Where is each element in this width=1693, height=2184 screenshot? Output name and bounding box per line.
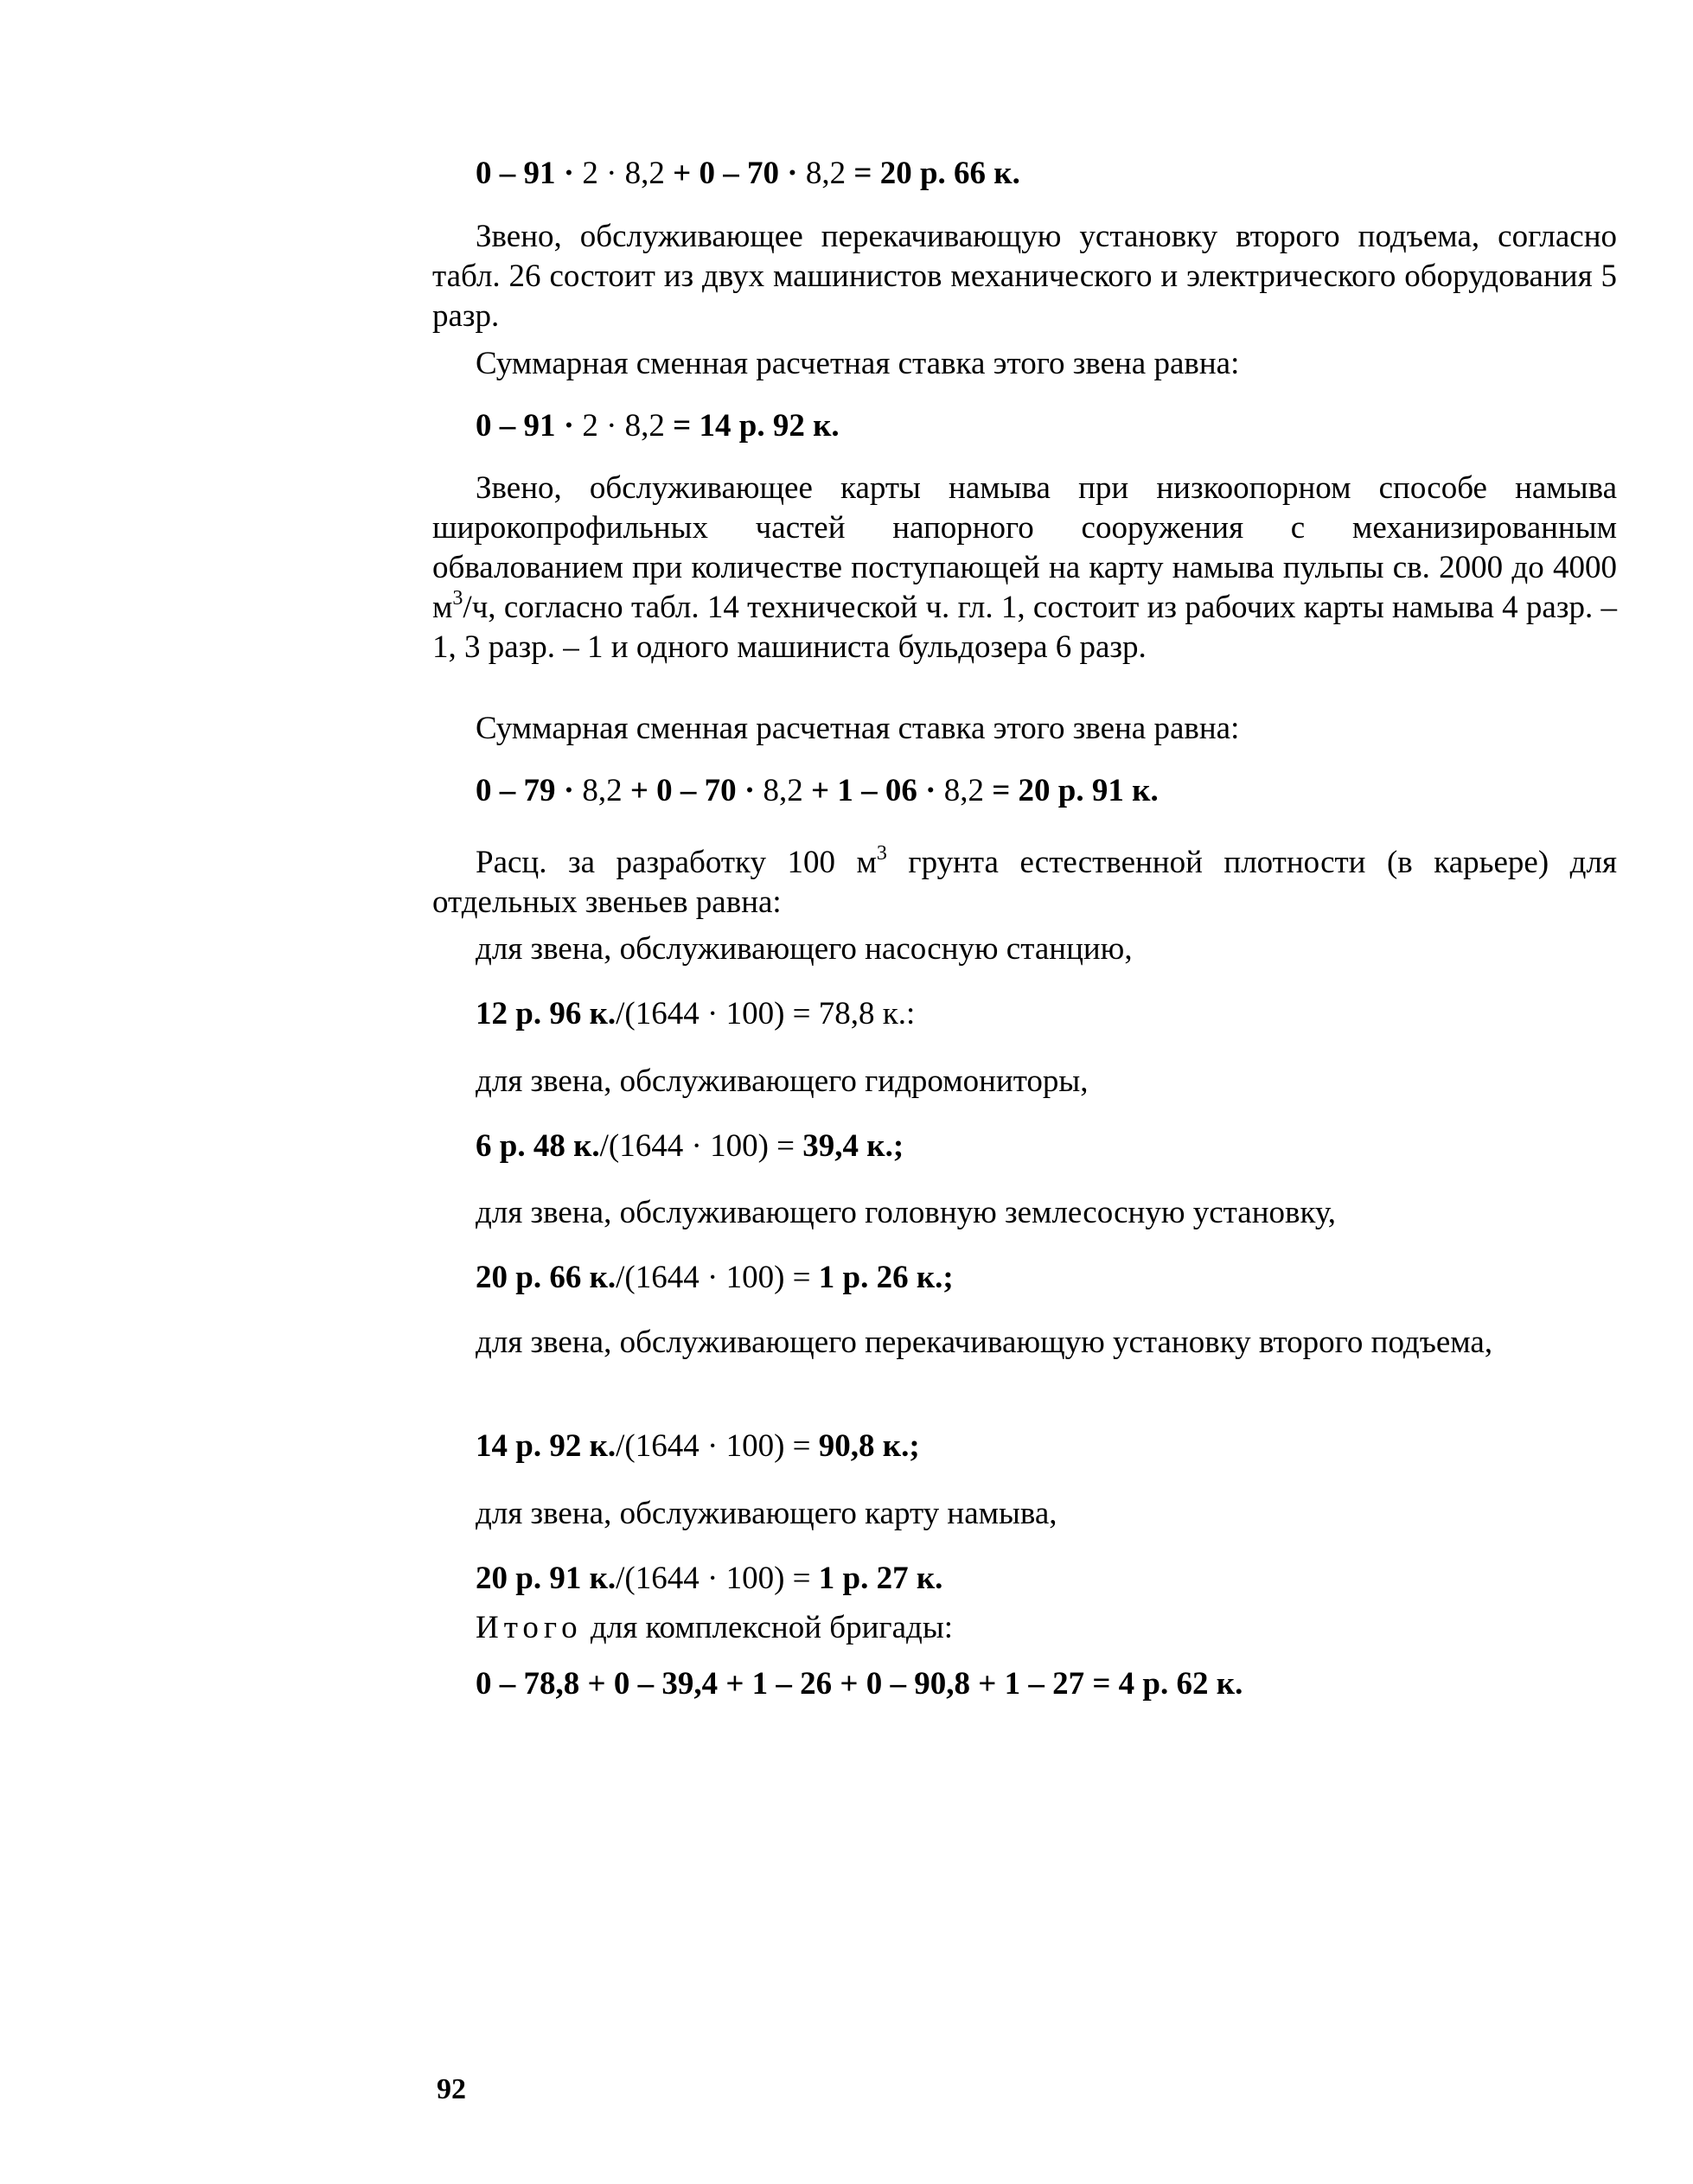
item-2-formula <box>432 1127 1617 1166</box>
formula-term: 20 р. 66 к. <box>476 1260 617 1295</box>
formula-divisor: /(1644 · 100) = <box>616 1428 819 1464</box>
formula-term: + 0 – 70 · <box>664 156 806 191</box>
summary-rate-label-1: Суммарная сменная расчетная ставка этого звена равна: <box>476 346 1240 381</box>
item-5-label: для звена, обслуживающего карту намыва, <box>476 1496 1057 1531</box>
item-1-label: для звена, обслуживающего насосную станцию, <box>476 931 1133 967</box>
item-2-label: для звена, обслуживающего гидромониторы, <box>476 1063 1089 1099</box>
total-label <box>432 1608 1617 1648</box>
formula-factor: 2 · 8,2 <box>582 408 665 444</box>
formula-link-2-rate <box>432 406 1617 446</box>
paragraph-text: для звена, обслуживающего перекачивающую установку второго подъема, <box>476 1325 1493 1360</box>
item-3-label: для звена, обслуживающего головную землесосную установку, <box>476 1195 1336 1230</box>
item-4-formula <box>432 1427 1617 1466</box>
superscript: 3 <box>876 841 887 865</box>
formula-divisor: /(1644 · 100) = <box>616 1561 819 1596</box>
formula-result: 1 р. 27 к. <box>818 1561 943 1596</box>
formula-factor: 8,2 <box>805 156 846 191</box>
total-formula: 0 – 78,8 + 0 – 39,4 + 1 – 26 + 0 – 90,8 + 1 – 27 = 4 р. 62 к. <box>476 1666 1243 1702</box>
formula-result: = 14 р. 92 к. <box>664 408 840 444</box>
paragraph-text: /ч, согласно табл. 14 технической ч. гл. 1, состоит из рабочих карты намыва 4 разр. – 1, 3 разр. – 1 и одного машиниста бульдозера 6 разр. <box>432 590 1617 665</box>
paragraph-text: Звено, обслуживающее перекачивающую установку второго подъема, согласно табл. 26 состоит из двух машинистов механического и электрического оборудования 5 разр. <box>432 219 1617 334</box>
formula-term: + 0 – 70 · <box>622 773 763 808</box>
formula-result: = 20 р. 91 к. <box>983 773 1159 808</box>
paragraph-text: грунта естественной плотности (в карьере) для отдельных звеньев равна: <box>432 845 1617 920</box>
formula-divisor: /(1644 · 100) = <box>616 1260 819 1295</box>
paragraph-pumping-unit-crew <box>432 217 1617 336</box>
formula-result: 1 р. 26 к.; <box>818 1260 954 1295</box>
formula-result: = 20 р. 66 к. <box>846 156 1020 191</box>
formula-term: 6 р. 48 к. <box>476 1128 600 1164</box>
formula-result: 90,8 к.; <box>818 1428 920 1464</box>
formula-factor: 8,2 <box>943 773 984 808</box>
formula-term: 0 – 79 · <box>476 773 583 808</box>
paragraph-text: Звено, обслуживающее карты намыва при низкоопорном способе намыва широкопрофильных частей напорного сооружения с механизированным обвалованием при количестве поступающей на карту намыва пульпы св. 2000 до 4000 м <box>432 470 1617 625</box>
formula-term: 0 – 91 · <box>476 408 583 444</box>
page-number: 92 <box>437 2073 466 2105</box>
paragraph-rates-intro <box>432 843 1617 923</box>
formula-factor: 8,2 <box>763 773 803 808</box>
total-word: Итого <box>476 1610 583 1645</box>
formula-link-3-rate <box>432 771 1617 811</box>
item-1-formula <box>432 994 1617 1034</box>
formula-term: + 1 – 06 · <box>802 773 944 808</box>
paragraph-washing-map-crew <box>432 469 1617 667</box>
item-3-formula <box>432 1258 1617 1298</box>
item-4-label <box>432 1323 1617 1363</box>
item-5-formula <box>432 1559 1617 1599</box>
summary-rate-label-2: Суммарная сменная расчетная ставка этого звена равна: <box>476 711 1240 746</box>
formula-factor: 8,2 <box>582 773 623 808</box>
formula-term: 20 р. 91 к. <box>476 1561 617 1596</box>
total-label-text: для комплексной бригады: <box>582 1610 953 1645</box>
formula-term: 14 р. 92 к. <box>476 1428 617 1464</box>
formula-result: /(1644 · 100) = 78,8 к.: <box>616 996 916 1031</box>
formula-divisor: /(1644 · 100) = <box>599 1128 803 1164</box>
superscript: 3 <box>452 586 463 610</box>
formula-factor: 2 · 8,2 <box>582 156 665 191</box>
formula-result: 39,4 к.; <box>802 1128 904 1164</box>
formula-term: 0 – 91 · <box>476 156 583 191</box>
paragraph-text: Расц. за разработку 100 м <box>476 845 877 880</box>
formula-term: 12 р. 96 к. <box>476 996 617 1031</box>
formula-link-1-rate <box>432 154 1617 194</box>
